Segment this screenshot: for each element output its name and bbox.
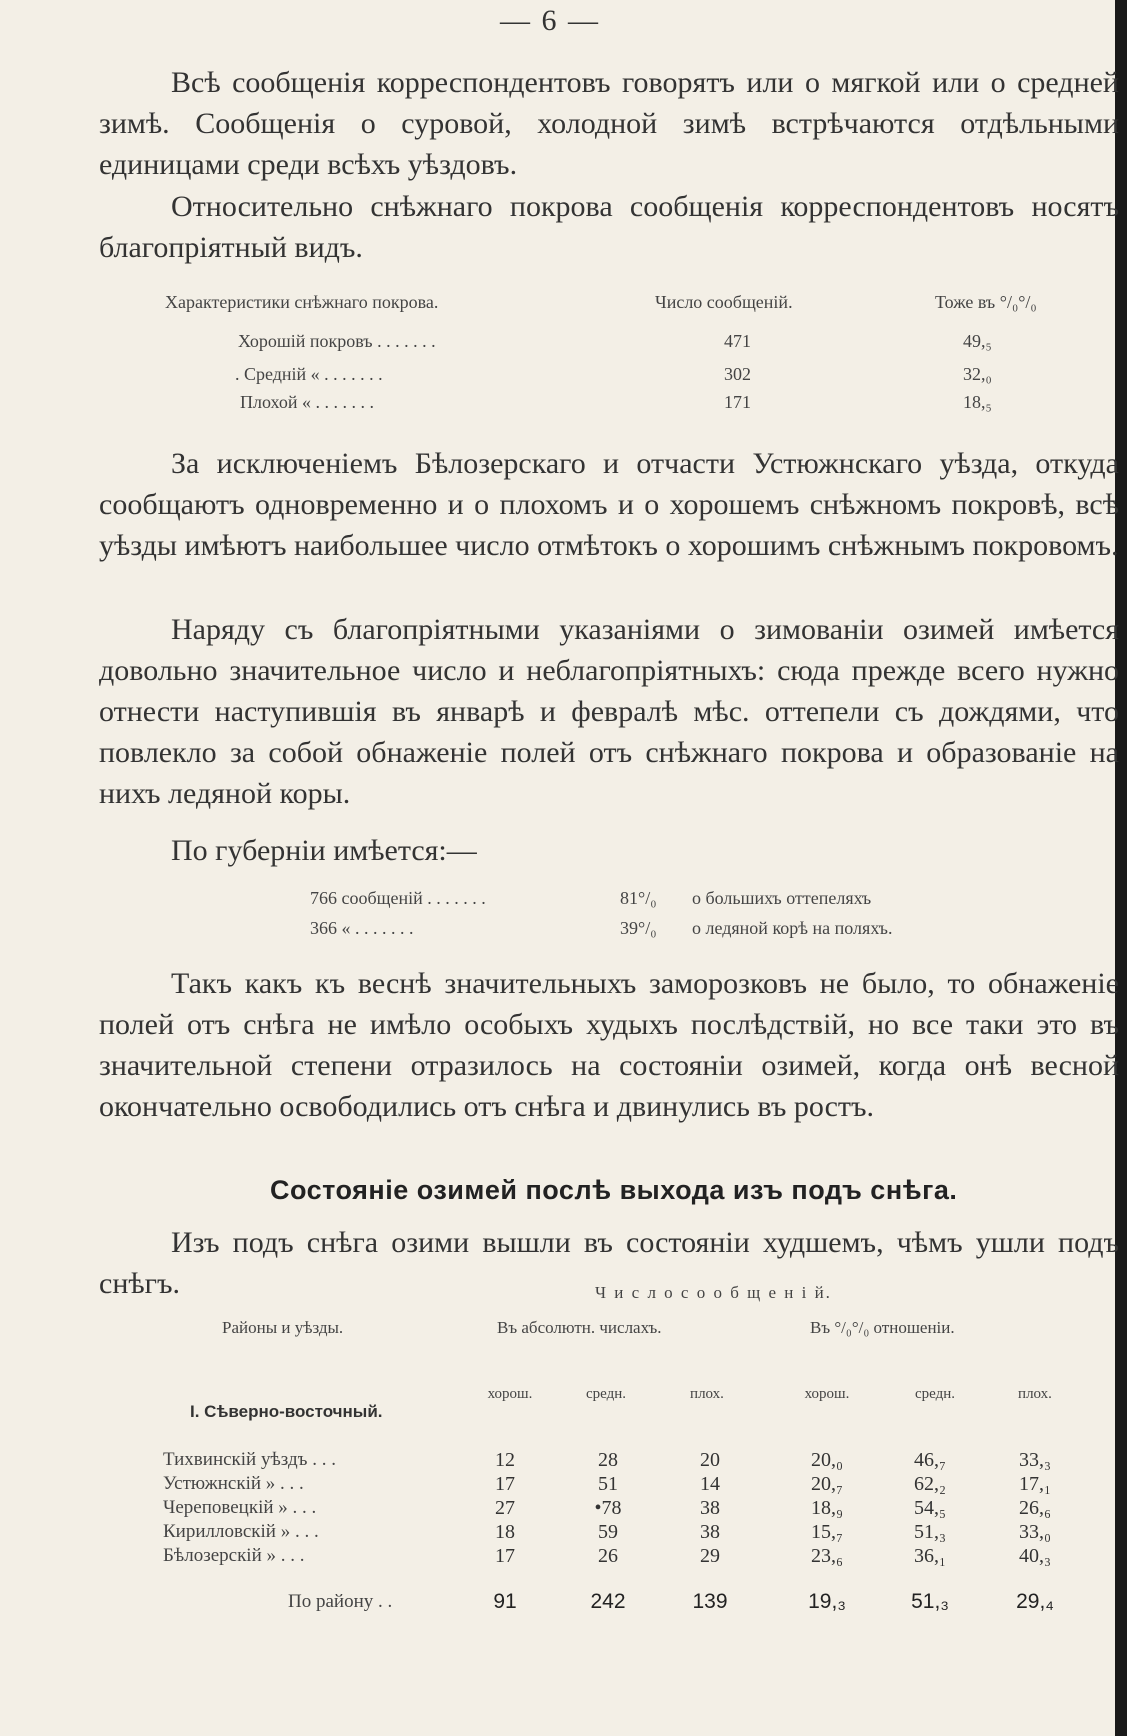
total-cell: 139: [692, 1590, 728, 1613]
table-cell: 17,₁: [1019, 1473, 1051, 1495]
table-cell: 54,₅: [914, 1497, 946, 1519]
table-cell: 18: [495, 1521, 515, 1543]
district-name: Кирилловскій » . . .: [163, 1521, 319, 1542]
thaw-line-text: о ледяной корѣ на поляхъ.: [692, 918, 893, 938]
paragraph-3-text: За исключеніемъ Бѣлозерскаго и отчасти Устюжнскаго уѣзда, откуда сообщаютъ одновременно и о плохомъ и о хорошемъ снѣжномъ покровѣ, всѣ уѣзды имѣютъ наибольшее число отмѣтокъ о хорошимъ снѣжнымъ покровомъ.: [99, 447, 1119, 562]
table-cell: 51: [598, 1473, 618, 1495]
paragraph-2-text: Относительно снѣжнаго покрова сообщенія корреспондентовъ носятъ благопріятный видъ.: [99, 190, 1119, 264]
district-name: Бѣлозерскій » . . .: [163, 1545, 305, 1566]
snow-row-label: . Средній « . . . . . . .: [235, 364, 383, 384]
paragraph-6-text: Такъ какъ къ веснѣ значительныхъ заморозковъ не было, то обнаженіе полей отъ снѣга не имѣло особыхъ худыхъ послѣдствій, но все таки это въ значительной степени отразилось на состояніи озимей, когда онѣ весной окончательно освободились отъ снѣга и двинулись въ ростъ.: [99, 967, 1119, 1123]
table-cell: 14: [700, 1473, 720, 1495]
winter-subheader: хорош.: [487, 1386, 533, 1402]
winter-table-col-group-label: Районы и уѣзды.: [222, 1318, 344, 1337]
snow-table-header-label: Характеристики снѣжнаго покрова.: [165, 292, 439, 312]
table-cell: 23,₆: [811, 1545, 843, 1567]
paragraph-4: [99, 609, 1119, 814]
paragraph-7-text: Изъ подъ снѣга озими вышли въ состояніи худшемъ, чѣмъ ушли подъ снѣгъ.: [99, 1226, 1119, 1300]
snow-row-pct: 18,₅: [963, 392, 992, 412]
paragraph-6: [99, 963, 1119, 1127]
table-cell: 20,₇: [811, 1473, 843, 1495]
thaw-line-count: 766 сообщеній . . . . . . .: [310, 888, 486, 908]
table-cell: 29: [700, 1545, 720, 1567]
table-cell: 20,₀: [811, 1449, 843, 1471]
paragraph-5: [99, 830, 1119, 871]
winter-table-pct-label: Въ °/₀°/₀ отношеніи.: [810, 1318, 955, 1337]
paragraph-4-text: Наряду съ благопріятными указаніями о зимованіи озимей имѣется довольно значительное число и неблагопріятныхъ: сюда прежде всего нужно отнести наступившія въ январѣ и февралѣ мѣс. оттепели съ дождями, что повлекло за собой обнаженіе полей отъ снѣжнаго покрова и образованіе на нихъ ледяной коры.: [99, 613, 1119, 810]
district-name: Тихвинскій уѣздъ . . .: [163, 1449, 336, 1470]
winter-subheader: хорош.: [804, 1386, 850, 1402]
table-cell: 18,₉: [811, 1497, 843, 1519]
winter-table-spaced-title: Ч и с л о с о о б щ е н і й.: [595, 1283, 832, 1302]
snow-row-count: 302: [724, 364, 751, 384]
table-cell: 15,₇: [811, 1521, 843, 1543]
table-cell: 46,₇: [914, 1449, 946, 1471]
table-cell: 27: [495, 1497, 515, 1519]
table-cell: 20: [700, 1449, 720, 1471]
district-name: Череповецкій » . . .: [163, 1497, 317, 1518]
winter-subheader: плох.: [1018, 1386, 1052, 1402]
total-cell: 29,₄: [1016, 1590, 1054, 1613]
table-cell: 51,₃: [914, 1521, 946, 1543]
total-cell: 19,₃: [808, 1590, 846, 1613]
winter-subheader: плох.: [690, 1386, 724, 1402]
table-cell: 26: [598, 1545, 618, 1567]
total-cell: 242: [590, 1590, 626, 1613]
table-cell: 33,₀: [1019, 1521, 1051, 1543]
paragraph-2: [99, 186, 1119, 268]
winter-subheader: средн.: [585, 1386, 627, 1402]
table-cell: 59: [598, 1521, 618, 1543]
district-name: Устюжнскій » . . .: [163, 1473, 304, 1494]
table-cell: 38: [700, 1497, 720, 1519]
table-cell: •78: [594, 1497, 622, 1519]
table-cell: 28: [598, 1449, 618, 1471]
snow-row-count: 171: [724, 392, 751, 412]
snow-row-label: Плохой « . . . . . . .: [240, 392, 374, 412]
thaw-line-count: 366 « . . . . . . .: [310, 918, 414, 938]
snow-row-count: 471: [724, 331, 751, 351]
table-cell: 36,₁: [914, 1545, 946, 1567]
paragraph-5-text: По губерніи имѣется:—: [171, 834, 477, 867]
total-cell: 51,₃: [911, 1590, 949, 1613]
paragraph-1-text: Всѣ сообщенія корреспондентовъ говорятъ или о мягкой или о средней зимѣ. Сообщенія о суровой, холодной зимѣ встрѣчаются отдѣльными единицами среди всѣхъ уѣздовъ.: [99, 66, 1119, 181]
table-cell: 26,₆: [1019, 1497, 1051, 1519]
region-heading: I. Сѣверно-восточный.: [190, 1402, 383, 1421]
total-cell: 91: [493, 1590, 517, 1613]
thaw-line-pct: 39°/₀: [620, 918, 657, 938]
winter-subheader: средн.: [914, 1386, 956, 1402]
table-cell: 17: [495, 1473, 515, 1495]
winter-table-abs-label: Въ абсолютн. числахъ.: [497, 1318, 662, 1337]
paragraph-3: [99, 443, 1119, 566]
paragraph-1: [99, 62, 1119, 185]
table-cell: 38: [700, 1521, 720, 1543]
total-label: По району . .: [288, 1591, 393, 1612]
thaw-line-text: о большихъ оттепеляхъ: [692, 888, 872, 908]
snow-row-pct: 49,₅: [963, 331, 992, 351]
table-cell: 40,₃: [1019, 1545, 1051, 1567]
snow-row-label: Хорошій покровъ . . . . . . .: [238, 331, 436, 351]
table-cell: 33,₃: [1019, 1449, 1051, 1471]
table-cell: 17: [495, 1545, 515, 1567]
snow-row-pct: 32,₀: [963, 364, 992, 384]
thaw-line-pct: 81°/₀: [620, 888, 657, 908]
snow-table-header-count: Число сообщеній.: [655, 292, 793, 312]
section-heading: Состояніе озимей послѣ выхода изъ подъ снѣга.: [270, 1175, 958, 1205]
table-cell: 12: [495, 1449, 515, 1471]
page-number: — 6 —: [500, 4, 600, 37]
table-cell: 62,₂: [914, 1473, 946, 1495]
snow-table-header-pct: Тоже въ °/₀°/₀: [935, 292, 1037, 312]
